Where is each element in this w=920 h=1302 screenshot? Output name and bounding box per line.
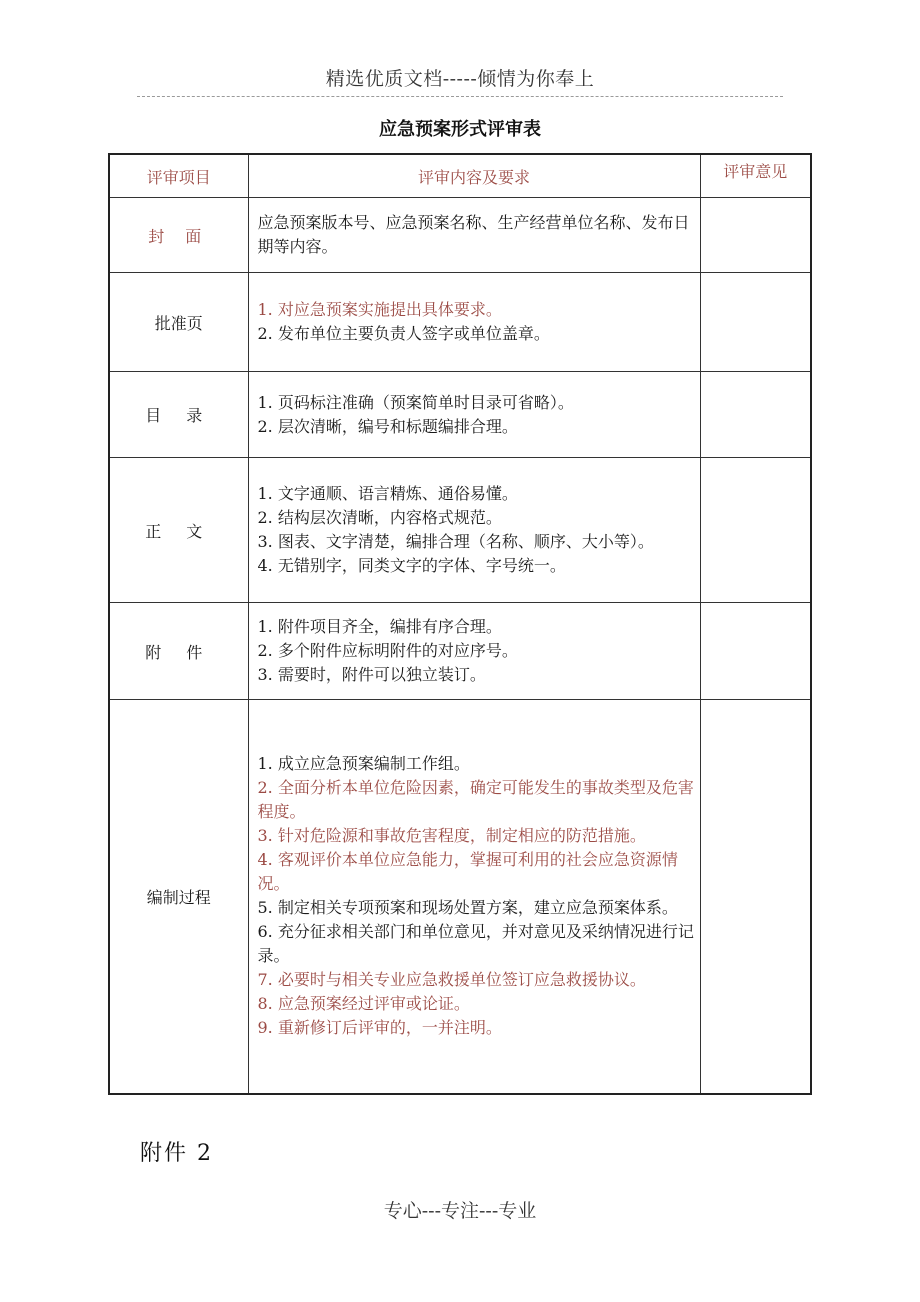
content-line: 5. 制定相关专项预案和现场处置方案，建立应急预案体系。 (257, 898, 678, 918)
content-line: 7. 必要时与相关专业应急救援单位签订应急救援协议。 (257, 970, 646, 990)
row-item-attachments: 附 件 (109, 603, 248, 700)
table-row (109, 198, 811, 273)
content-line: 2. 多个附件应标明附件的对应序号。 (257, 641, 518, 660)
header-review-item: 评审项目 (109, 154, 248, 198)
content-line: 1. 对应急预案实施提出具体要求。 (257, 300, 502, 319)
table-row (109, 273, 811, 372)
header-review-content: 评审内容及要求 (248, 154, 700, 198)
opinion-cell[interactable] (700, 273, 811, 372)
document-title: 应急预案形式评审表 (379, 119, 541, 140)
header-review-opinion: 评审意见 (700, 154, 811, 198)
content-line: 3. 针对危险源和事故危害程度，制定相应的防范措施。 (257, 826, 646, 846)
row-content (248, 198, 700, 273)
opinion-cell[interactable] (700, 372, 811, 458)
table-row (109, 372, 811, 458)
page-footer: 专心---专注---专业 (383, 1200, 537, 1222)
content-line: 3. 图表、文字清楚，编排合理（名称、顺序、大小等）。 (257, 532, 654, 551)
content-line: 1. 附件项目齐全，编排有序合理。 (257, 617, 502, 636)
content-line: 4. 客观评价本单位应急能力，掌握可利用的社会应急资源情况。 (257, 850, 678, 894)
content-line: 9. 重新修订后评审的，一并注明。 (257, 1018, 502, 1038)
opinion-cell[interactable] (700, 198, 811, 273)
content-line: 2. 结构层次清晰，内容格式规范。 (257, 508, 502, 527)
row-item-approval: 批准页 (109, 273, 248, 372)
table-header-row (109, 154, 811, 198)
content-line: 1. 成立应急预案编制工作组。 (257, 754, 470, 774)
attachment-label: 附件 2 (140, 1141, 213, 1166)
content-line: 应急预案版本号、应急预案名称、生产经营单位名称、发布日期等内容。 (257, 213, 690, 256)
page-header: 精选优质文档-----倾情为你奉上 (325, 68, 595, 90)
content-line: 8. 应急预案经过评审或论证。 (257, 994, 470, 1014)
row-content (248, 603, 700, 700)
table-row (109, 700, 811, 1094)
header-divider (137, 96, 783, 97)
content-line: 6. 充分征求相关部门和单位意见，并对意见及采纳情况进行记录。 (257, 922, 694, 966)
row-content (248, 372, 700, 458)
review-table (108, 153, 812, 1095)
content-line: 1. 页码标注准确（预案简单时目录可省略）。 (257, 392, 574, 412)
content-line: 4. 无错别字，同类文字的字体、字号统一。 (257, 556, 566, 575)
content-line: 2. 层次清晰，编号和标题编排合理。 (257, 416, 518, 436)
row-content (248, 458, 700, 603)
content-line: 2. 发布单位主要负责人签字或单位盖章。 (257, 324, 550, 343)
row-content (248, 700, 700, 1094)
content-line: 1. 文字通顺、语言精炼、通俗易懂。 (257, 484, 518, 503)
content-line: 2. 全面分析本单位危险因素，确定可能发生的事故类型及危害程度。 (257, 778, 694, 822)
row-content (248, 273, 700, 372)
row-item-toc: 目 录 (109, 372, 248, 458)
table-row (109, 603, 811, 700)
row-item-preparation: 编制过程 (109, 700, 248, 1094)
row-item-cover: 封 面 (109, 198, 248, 273)
opinion-cell[interactable] (700, 603, 811, 700)
opinion-cell[interactable] (700, 700, 811, 1094)
row-item-body: 正 文 (109, 458, 248, 603)
content-line: 3. 需要时，附件可以独立装订。 (257, 665, 486, 684)
opinion-cell[interactable] (700, 458, 811, 603)
table-row (109, 458, 811, 603)
